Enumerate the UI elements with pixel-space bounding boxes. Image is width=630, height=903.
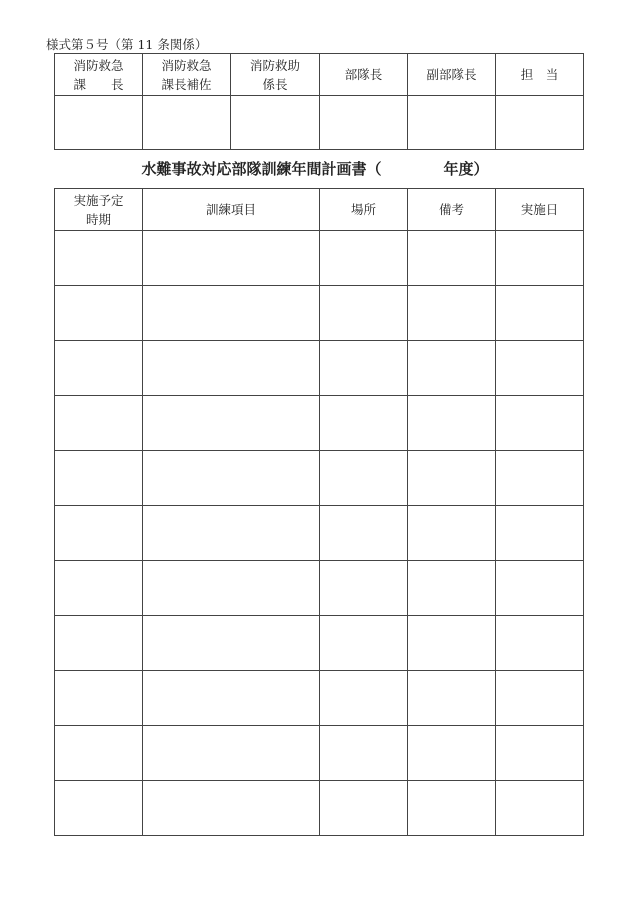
cell-scheduled-period[interactable] [55,616,143,671]
stamp-cell[interactable] [55,96,143,150]
stamp-cell[interactable] [320,96,408,150]
approval-header-deputy-section-chief: 消防救急 課長補佐 [143,54,231,96]
plan-body [55,231,584,836]
cell-remarks[interactable] [408,451,496,506]
cell-location[interactable] [320,671,408,726]
plan-header-remarks: 備考 [408,189,496,231]
table-row [55,451,584,506]
cell-location[interactable] [320,231,408,286]
cell-training-item[interactable] [143,451,320,506]
approval-header-row [55,54,584,96]
approval-header-section-chief: 消防救急 課 長 [55,54,143,96]
cell-date-conducted[interactable] [496,616,584,671]
cell-date-conducted[interactable] [496,726,584,781]
cell-training-item[interactable] [143,616,320,671]
stamp-cell[interactable] [408,96,496,150]
cell-scheduled-period[interactable] [55,231,143,286]
cell-training-item[interactable] [143,396,320,451]
cell-training-item[interactable] [143,726,320,781]
approval-header-deputy-unit-leader: 副部隊長 [408,54,496,96]
cell-training-item[interactable] [143,561,320,616]
cell-date-conducted[interactable] [496,561,584,616]
table-row [55,286,584,341]
cell-location[interactable] [320,561,408,616]
table-row [55,341,584,396]
stamp-cell[interactable] [231,96,320,150]
approval-stamp-row [55,96,584,150]
cell-remarks[interactable] [408,396,496,451]
document-title-main: 水難事故対応部隊訓練年間計画書（ [141,160,382,178]
approval-header-staff-in-charge: 担 当 [496,54,584,96]
cell-date-conducted[interactable] [496,231,584,286]
table-row [55,506,584,561]
cell-date-conducted[interactable] [496,506,584,561]
cell-remarks[interactable] [408,341,496,396]
cell-date-conducted[interactable] [496,286,584,341]
training-plan-table [54,188,584,836]
cell-scheduled-period[interactable] [55,671,143,726]
document-title [0,158,630,179]
cell-training-item[interactable] [143,671,320,726]
plan-header-row [55,189,584,231]
cell-scheduled-period[interactable] [55,451,143,506]
document-title-suffix: 年度） [443,160,489,178]
table-row [55,781,584,836]
cell-remarks[interactable] [408,231,496,286]
cell-location[interactable] [320,616,408,671]
cell-location[interactable] [320,726,408,781]
plan-header-date-conducted: 実施日 [496,189,584,231]
cell-date-conducted[interactable] [496,341,584,396]
cell-scheduled-period[interactable] [55,286,143,341]
cell-scheduled-period[interactable] [55,396,143,451]
plan-header-scheduled-period: 実施予定 時期 [55,189,143,231]
approval-header-rescue-subsection-chief: 消防救助 係長 [231,54,320,96]
table-row [55,726,584,781]
table-row [55,671,584,726]
form-number: 様式第５号（第 11 条関係） [46,37,208,52]
cell-remarks[interactable] [408,671,496,726]
cell-remarks[interactable] [408,616,496,671]
cell-remarks[interactable] [408,506,496,561]
cell-remarks[interactable] [408,726,496,781]
table-row [55,396,584,451]
plan-header-location: 場所 [320,189,408,231]
cell-date-conducted[interactable] [496,396,584,451]
cell-training-item[interactable] [143,506,320,561]
cell-location[interactable] [320,781,408,836]
cell-remarks[interactable] [408,781,496,836]
table-row [55,561,584,616]
cell-location[interactable] [320,341,408,396]
cell-date-conducted[interactable] [496,781,584,836]
table-row [55,231,584,286]
cell-scheduled-period[interactable] [55,561,143,616]
cell-scheduled-period[interactable] [55,781,143,836]
approval-stamp-table [54,53,584,150]
cell-training-item[interactable] [143,231,320,286]
plan-header-training-item: 訓練項目 [143,189,320,231]
stamp-cell[interactable] [143,96,231,150]
cell-date-conducted[interactable] [496,671,584,726]
cell-remarks[interactable] [408,286,496,341]
cell-scheduled-period[interactable] [55,341,143,396]
cell-training-item[interactable] [143,341,320,396]
cell-location[interactable] [320,396,408,451]
approval-header-unit-leader: 部隊長 [320,54,408,96]
cell-location[interactable] [320,506,408,561]
cell-training-item[interactable] [143,781,320,836]
cell-training-item[interactable] [143,286,320,341]
cell-date-conducted[interactable] [496,451,584,506]
stamp-cell[interactable] [496,96,584,150]
cell-remarks[interactable] [408,561,496,616]
cell-location[interactable] [320,451,408,506]
cell-location[interactable] [320,286,408,341]
cell-scheduled-period[interactable] [55,506,143,561]
table-row [55,616,584,671]
cell-scheduled-period[interactable] [55,726,143,781]
